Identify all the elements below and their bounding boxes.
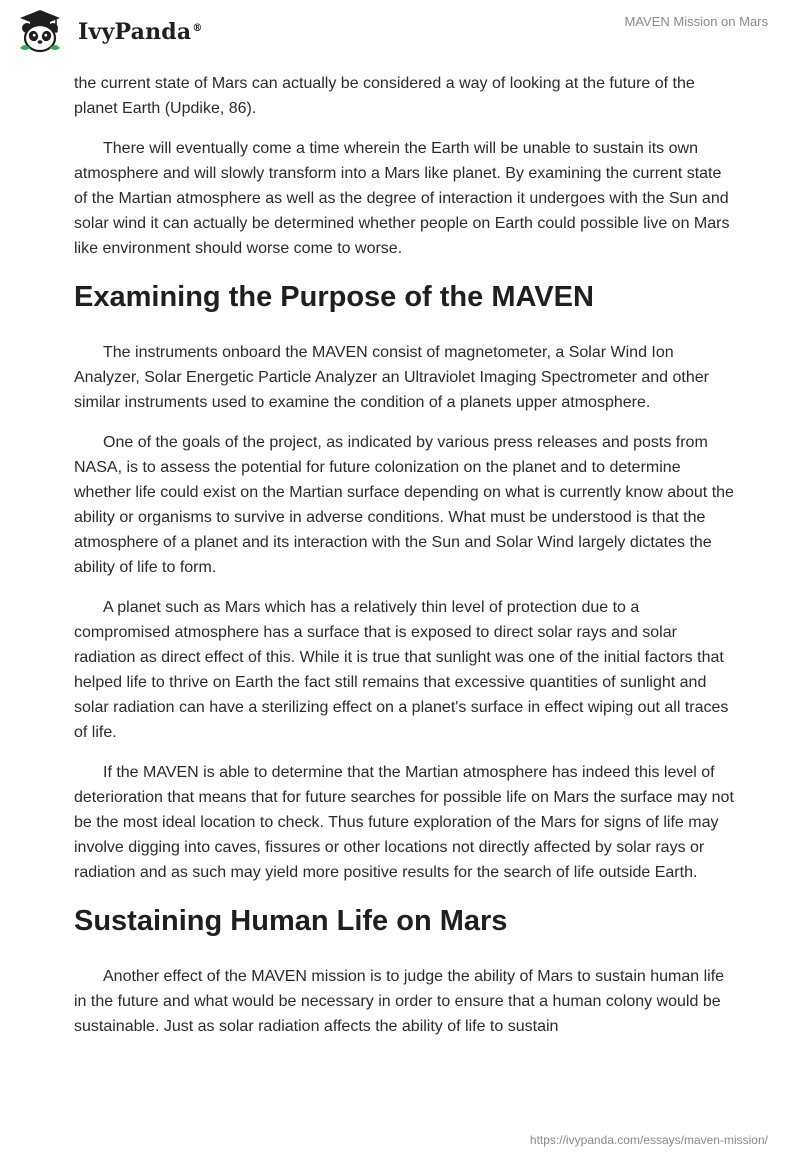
paragraph: One of the goals of the project, as indicated by various press releases and posts from NASA, is to assess the potential for future colonization on the planet and to determine whether life could exist on the Martian surface depending on what is currently know about the ability or organisms to survive in adverse conditions. What must be understood is that the atmosphere of a planet and its interaction with the Sun and Solar Wind largely dictates the ability of life to form. [74,434,734,576]
ivypanda-logo[interactable] [16,8,203,56]
panda-graduate-icon [16,8,64,56]
paragraph: If the MAVEN is able to determine that the Martian atmosphere has indeed this level of deterioration that means that for future searches for possible life on Mars the surface may not be the most ideal location to check. Thus future exploration of the Mars for signs of life may involve digging into caves, fissures or other locations not directly affected by solar rays or radiation and as such may yield more positive results for the search of life outside Earth. [74,764,734,881]
source-url[interactable]: https://ivypanda.com/essays/maven-mission/ [529,1133,768,1147]
essay-body [74,71,734,1054]
paragraph: There will eventually come a time wherein the Earth will be unable to sustain its own atmosphere and will slowly transform into a Mars like planet. By examining the current state of the Martian atmosphere as well as the degree of interaction it undergoes with the Sun and solar wind it can actually be determined whether people on Earth could possible live on Mars like environment should worse come to worse. [74,140,730,257]
paragraph: A planet such as Mars which has a relatively thin level of protection due to a compromised atmosphere has a surface that is exposed to direct solar rays and solar radiation as direct effect of this. While it is true that sunlight was one of the initial factors that helped life to thrive on Earth the fact still remains that excessive quantities of sunlight and solar radiation can have a sterilizing effect on a planet's surface in effect wiping out all traces of life. [74,599,729,741]
section-heading: Sustaining Human Life on Mars [74,905,508,937]
registered-mark: ® [192,22,203,34]
document-title: MAVEN Mission on Mars [624,14,768,29]
logo-text: IvyPanda® [78,19,203,45]
paragraph: Another effect of the MAVEN mission is to judge the ability of Mars to sustain human life in the future and what would be necessary in order to ensure that a human colony would be sustainable. Just as solar radiation affects the ability of life to sustain [74,968,725,1035]
page-header [0,0,800,64]
paragraph: the current state of Mars can actually be considered a way of looking at the future of the planet Earth (Updike, 86). [74,75,695,117]
paragraph: The instruments onboard the MAVEN consist of magnetometer, a Solar Wind Ion Analyzer, Solar Energetic Particle Analyzer an Ultraviolet Imaging Spectrometer and other similar instruments used to examine the condition of a planets upper atmosphere. [74,344,709,411]
section-heading: Examining the Purpose of the MAVEN [74,281,594,313]
